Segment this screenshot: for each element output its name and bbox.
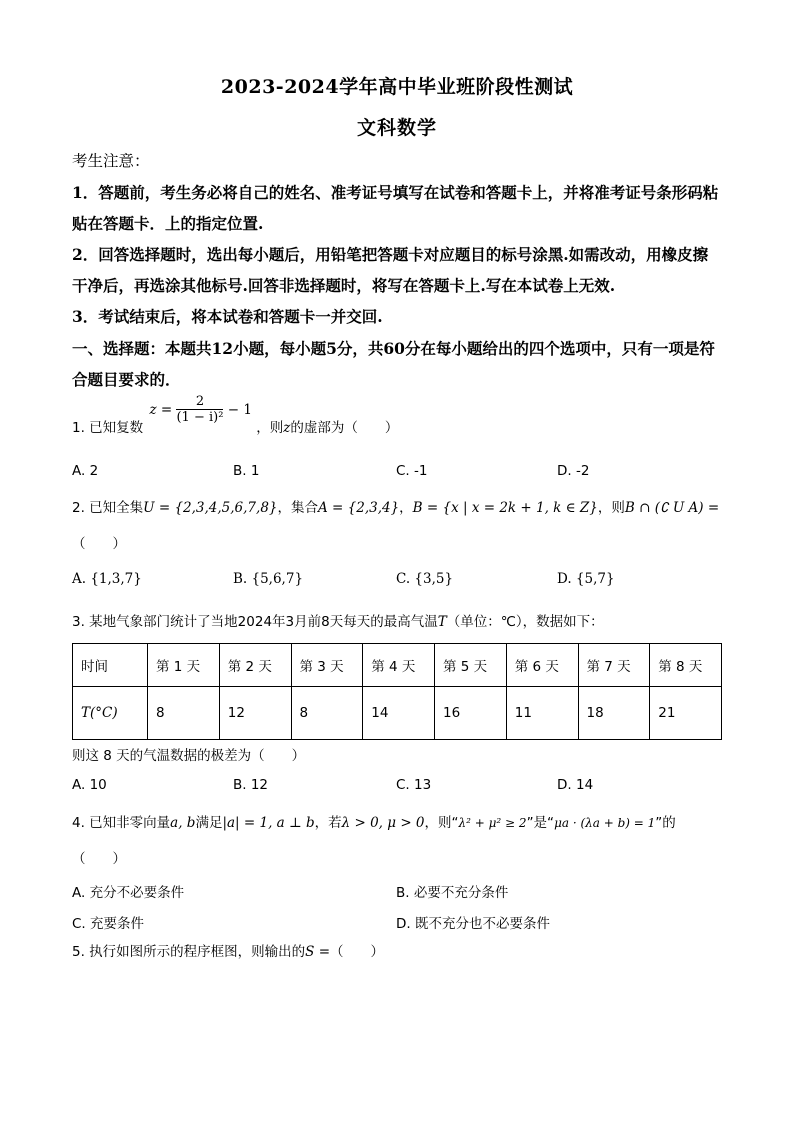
exam-subtitle: 文科数学 xyxy=(356,117,437,139)
q3-option-c: C. 13 xyxy=(396,777,432,793)
q2-option-a: A. {1,3,7} xyxy=(72,571,142,587)
question-1 xyxy=(72,394,399,444)
question-2 xyxy=(72,498,719,518)
q4-option-d: D. 既不充分也不必要条件 xyxy=(396,916,550,932)
q4-option-b: B. 必要不充分条件 xyxy=(396,885,509,901)
table-cell: 11 xyxy=(506,687,578,740)
table-header-cell: 第 4 天 xyxy=(363,644,435,687)
table-header-cell: 第 6 天 xyxy=(506,644,578,687)
q4-cond2: λ > 0, μ > 0 xyxy=(341,815,425,831)
q2-paren: （ ） xyxy=(72,536,126,552)
q5-var: S = xyxy=(305,944,331,960)
q4-option-a: A. 充分不必要条件 xyxy=(72,885,185,901)
section-title: 一、选择题：本题共12小题，每小题5分，共60分在每小题给出的四个选项中，只有一项是符合题目要求的． xyxy=(72,339,715,389)
q2-mid2: ， xyxy=(399,500,413,516)
table-header-cell: 第 3 天 xyxy=(291,644,363,687)
q1-option-d: D. -2 xyxy=(557,463,590,479)
q1-mid: ，则 xyxy=(256,420,284,436)
q4-option-c: C. 充要条件 xyxy=(72,916,145,932)
q2-option-b: B. {5,6,7} xyxy=(233,571,304,587)
q1-prefix: 1. 已知复数 xyxy=(72,420,144,436)
q3-prefix: 3. 某地气象部门统计了当地2024年3月前8天每天的最高气温 xyxy=(72,614,438,630)
q2-set-u: U = {2,3,4,5,6,7,8} xyxy=(143,500,278,516)
table-header-cell: 第 1 天 xyxy=(148,644,220,687)
q1-formula-tail: − 1 xyxy=(227,402,252,418)
q2-expr: B ∩ (∁ U A) = xyxy=(624,500,720,516)
q1-suffix: 的虚部为（ ） xyxy=(290,420,399,436)
q2-set-b: B = {x | x = 2k + 1, k ∈ Z} xyxy=(412,500,598,516)
q3-var: T xyxy=(437,614,447,630)
q2-option-d: D. {5,7} xyxy=(557,571,615,587)
q4-mid1: 满足 xyxy=(195,815,223,831)
table-cell: 14 xyxy=(363,687,435,740)
temperature-table xyxy=(72,643,722,740)
table-header-cell: 时间 xyxy=(73,644,148,687)
q5-suffix: （ ） xyxy=(330,944,385,960)
notice-item-3: 3．考试结束后，将本试卷和答题卡一并交回. xyxy=(72,307,383,326)
q4-vectors: a, b xyxy=(170,815,196,831)
question-4 xyxy=(72,813,676,833)
notice-heading: 考生注意： xyxy=(72,152,150,170)
q2-mid1: ，集合 xyxy=(277,500,318,516)
table-row-label: T(°C) xyxy=(73,687,148,740)
q4-prefix: 4. 已知非零向量 xyxy=(72,815,171,831)
q1-option-c: C. -1 xyxy=(396,463,428,479)
q2-option-c: C. {3,5} xyxy=(396,571,454,587)
q4-mid2: ，若 xyxy=(314,815,342,831)
question-5 xyxy=(72,942,384,962)
q2-set-a: A = {2,3,4} xyxy=(318,500,400,516)
table-header-cell: 第 2 天 xyxy=(219,644,291,687)
table-cell: 8 xyxy=(148,687,220,740)
q4-mid4: ”是“ xyxy=(526,815,555,831)
notice-item-2: 2．回答选择题时，选出每小题后，用铅笔把答题卡对应题目的标号涂黑.如需改动，用橡皮擦干净后，再选涂其他标号.回答非选择题时，将写在答题卡上.写在本试卷上无效. xyxy=(72,245,709,295)
q4-mid3: ，则“ xyxy=(424,815,459,831)
q2-prefix: 2. 已知全集 xyxy=(72,500,144,516)
q1-formula-lhs: z = xyxy=(149,402,173,418)
q4-condition-p: λ² + μ² ≥ 2 xyxy=(458,816,527,830)
table-header-row xyxy=(73,644,722,687)
q3-suffix: （单位：℃），数据如下： xyxy=(446,614,604,630)
table-cell: 18 xyxy=(578,687,650,740)
q4-paren: （ ） xyxy=(72,851,126,867)
table-cell: 21 xyxy=(650,687,722,740)
table-cell: 8 xyxy=(291,687,363,740)
table-cell: 16 xyxy=(435,687,507,740)
q2-mid3: ，则 xyxy=(597,500,625,516)
q1-frac-den: (1 − i)² xyxy=(176,410,224,425)
q1-option-b: B. 1 xyxy=(233,463,260,479)
exam-title: 2023-2024学年高中毕业班阶段性测试 xyxy=(220,76,574,98)
q3-option-a: A. 10 xyxy=(72,777,107,793)
q1-frac-num: 2 xyxy=(176,394,223,410)
q3-question: 则这 8 天的气温数据的极差为（ ） xyxy=(72,748,306,764)
q5-prefix: 5. 执行如图所示的程序框图，则输出的 xyxy=(72,944,306,960)
table-row xyxy=(73,687,722,740)
q4-cond: |a| = 1, a ⊥ b xyxy=(222,815,315,831)
question-3 xyxy=(72,612,604,632)
q1-option-a: A. 2 xyxy=(72,463,99,479)
table-header-cell: 第 7 天 xyxy=(578,644,650,687)
q3-option-d: D. 14 xyxy=(557,777,594,793)
notice-item-1: 1．答题前，考生务必将自己的姓名、准考证号填写在试卷和答题卡上，并将准考证号条形码粘贴在答题卡．上的指定位置. xyxy=(72,183,719,233)
q1-var: z xyxy=(283,420,291,436)
q3-option-b: B. 12 xyxy=(233,777,269,793)
table-header-cell: 第 8 天 xyxy=(650,644,722,687)
q4-condition-q: μa · (λa + b) = 1 xyxy=(554,816,656,830)
table-cell: 12 xyxy=(219,687,291,740)
q1-fraction xyxy=(176,394,223,426)
q4-suffix: ”的 xyxy=(655,815,676,831)
table-header-cell: 第 5 天 xyxy=(435,644,507,687)
